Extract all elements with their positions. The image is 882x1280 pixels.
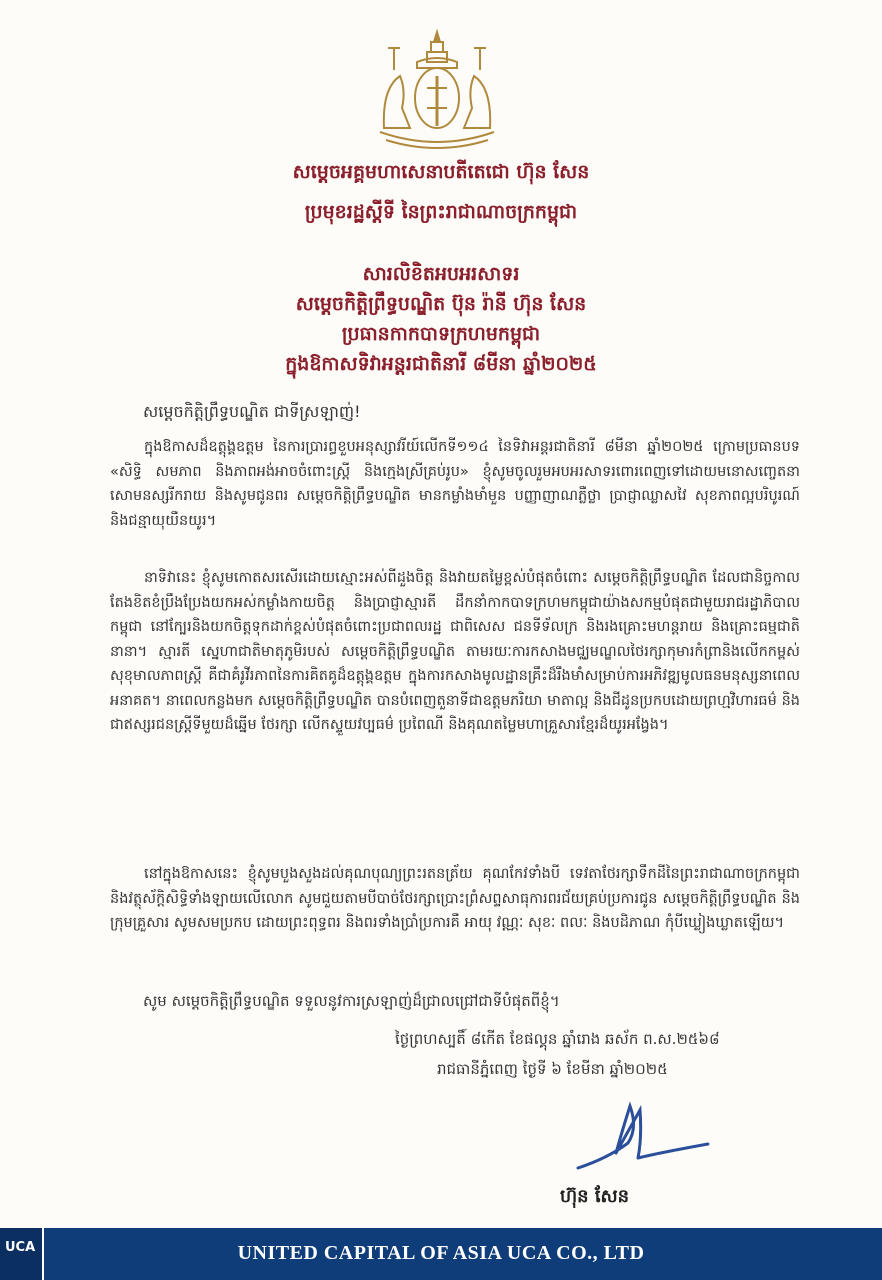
letter-title: សារលិខិតអបអរសាទរ xyxy=(362,263,520,285)
paragraph-2: នាទិវានេះ ខ្ញុំសូមកោតសរសើរដោយស្មោះអស់ពីដួងចិត្ត និងវាយតម្លៃខ្ពស់បំផុតចំពោះ សម្ដេចកិត្តិព្រឹទ្ធបណ្ឌិត ដែលជានិច្ចកាលតែងខិតខំប្រឹងប្រែងយកអស់កម្លាំងកាយចិត្ត និងប្រាជ្ញាស្មារតី ដឹកនាំកាកបាទក្រហមកម្ពុជាយ៉ាងសកម្មបំផុតជាមួយរាជរដ្ឋាភិបាលកម្ពុជា នៅក្បែរនិងយកចិត្តទុកដាក់ខ្ពស់បំផុតចំពោះប្រជាពលរដ្ឋ ជាពិសេស ជនទីទ័លក្រ និងរងគ្រោះមហន្តរាយ និងគ្រោះធម្មជាតិនានា។ ស្មារតី ស្នេហាជាតិមាតុភូមិរបស់ សម្ដេចកិត្តិព្រឹទ្ធបណ្ឌិត តាមរយៈការកសាងមជ្ឈមណ្ឌលថៃរក្សាកុមារកំព្រានិងលើកកម្ពស់សុខុមាលភាពស្ត្រី គឺជាគំរូវីរភាពនៃការគិតគូដ៏ឧត្ដុង្គឧត្ដម ក្នុងការកសាងមូលដ្ឋានគ្រឹះដ៏រឹងមាំសម្រាប់ការអភិវឌ្ឍមូលធនមនុស្សនាពេលអនាគត។ នាពេលកន្លងមក សម្ដេចកិត្តិព្រឹទ្ធបណ្ឌិត បានបំពេញតួនាទីជាឧត្ដមភរិយា មាតាល្អ និងជីដូនប្រកបដោយព្រហ្មវិហារធម៌ និងជាឥស្សរជនស្ត្រីទីមួយដ៏ឆ្នើម ថែរក្សា លើកស្ទួយវប្បធម៌ ប្រពៃណី និងគុណតម្លៃមហាគ្រួសារខ្មែរដ៏យូរអង្វែង។ xyxy=(110,570,800,733)
company-footer xyxy=(0,1228,882,1280)
solar-date: រាជធានីភ្នំពេញ ថ្ងៃទី ៦ ខែមីនា ឆ្នាំ២០២៥ xyxy=(437,1060,668,1078)
closing-line: សូម សម្ដេចកិត្តិព្រឹទ្ធបណ្ឌិត ទទួលនូវការស្រឡាញ់ដ៏ជ្រាលជ្រៅជាទីបំផុតពីខ្ញុំ។ xyxy=(143,992,560,1010)
logo-text: UCA xyxy=(5,1240,36,1255)
lunar-date: ថ្ងៃព្រហស្បតិ៍ ៨កើត ខែផល្គុន ឆ្នាំរោង ឆស័ក ព.ស.២៥៦៨ xyxy=(395,1030,720,1048)
recipient-name: សម្ដេចកិត្តិព្រឹទ្ធបណ្ឌិត ប៊ុន រ៉ានី ហ៊ុន សែន xyxy=(295,293,587,315)
paragraph-3: នៅក្នុងឱកាសនេះ ខ្ញុំសូមបួងសួងដល់គុណបុណ្យព្រះរតនត្រ័យ គុណកែវទាំងបី ទេវតាថែរក្សាទឹកដីនៃព្រះរាជាណាចក្រកម្ពុជា និងវត្ថុស័ក្តិសិទ្ធិទាំងឡាយលើលោក សូមជួយតាមបីបាច់ថែរក្សាប្រោះព្រំសព្ទសាធុការពរជ័យគ្រប់ប្រការជូន សម្ដេចកិត្តិព្រឹទ្ធបណ្ឌិត និងក្រុមគ្រួសារ សូមសមប្រកប ដោយព្រះពុទ្ធពរ និងពរទាំងប្រាំប្រការគឺ អាយុ វណ្ណៈ សុខៈ ពលៈ និងបដិភាណ កុំបីឃ្លៀងឃ្លាតឡើយ។ xyxy=(110,866,800,931)
salutation: សម្ដេចកិត្តិព្រឹទ្ធបណ្ឌិត ជាទីស្រឡាញ់! xyxy=(143,402,361,421)
head-of-state-title: សម្ដេចអគ្គមហាសេនាបតីតេជោ ហ៊ុន សែន xyxy=(292,161,590,183)
company-name: UNITED CAPITAL OF ASIA UCA CO., LTD xyxy=(237,1242,645,1264)
paragraph-1: ក្នុងឱកាសដ៏ឧត្ដុង្គឧត្ដម នៃការប្រារព្ធខួបអនុស្សាវរីយ៍លើកទី១១៤ នៃទិវាអន្តរជាតិនារី ៨មីនា ឆ្នាំ២០២៥ ក្រោមប្រធានបទ «សិទ្ធិ សមភាព និងភាពអង់អាចចំពោះស្ត្រី និងក្មេងស្រីគ្រប់រូប» ខ្ញុំសូមចូលរួមអបអរសាទរពោរពេញទៅដោយមនោសញ្ចេតនាសោមនស្សរីករាយ និងសូមជូនពរ សម្ដេចកិត្តិព្រឹទ្ធបណ្ឌិត មានកម្លាំងមាំមួន បញ្ញាញាណភ្លឺថ្លា ប្រាជ្ញាឈ្លាសវៃ សុខភាពល្អបរិបូរណ៍ និងជន្មាយុយឺនយូរ។ xyxy=(110,439,800,529)
occasion: ក្នុងឱកាសទិវាអន្តរជាតិនារី ៨មីនា ឆ្នាំ២០២៥ xyxy=(285,353,597,375)
signature-icon xyxy=(568,1098,718,1178)
signatory-name: ហ៊ុន សែន xyxy=(560,1186,630,1207)
head-of-state-position: ប្រមុខរដ្ឋស្ដីទី នៃព្រះរាជាណាចក្រកម្ពុជា xyxy=(304,201,578,223)
recipient-position: ប្រធានកាកបាទក្រហមកម្ពុជា xyxy=(341,323,541,345)
royal-emblem-icon xyxy=(372,28,502,153)
